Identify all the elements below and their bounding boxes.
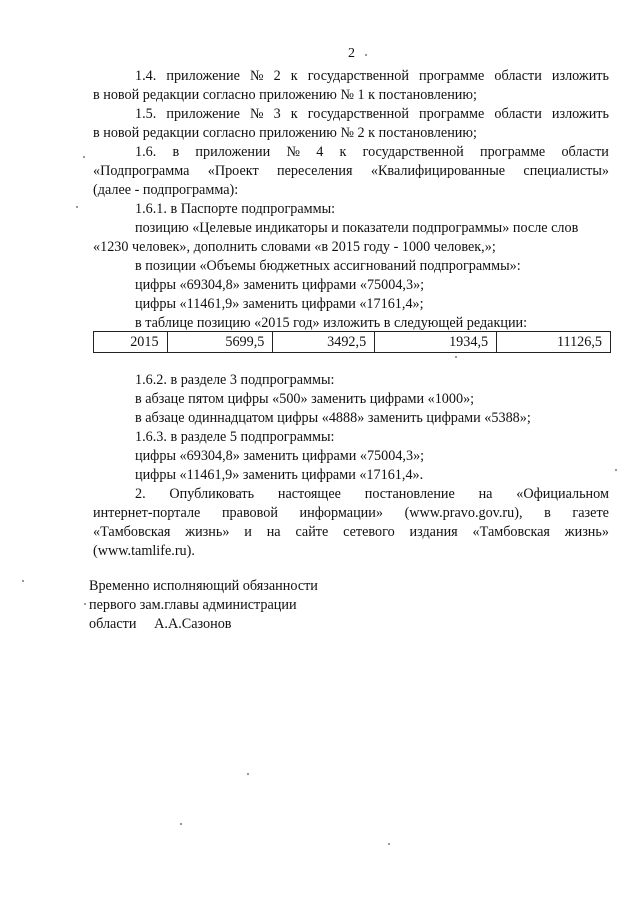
paragraph-1-6-2: 1.6.2. в разделе 3 подпрограммы: (135, 372, 335, 388)
section-5-line-1: цифры «69304,8» заменить цифрами «75004,3»; (135, 448, 425, 464)
year-2015-table (93, 331, 611, 353)
budget-allocations-line: в позиции «Объемы бюджетных ассигнований подпрограммы»: (135, 258, 521, 274)
table-cell: 5699,5 (167, 332, 273, 353)
paragraph-1-5-line-1: 1.5. приложение № 3 к государственной программе области изложить (135, 106, 609, 122)
paragraph-1-6-3: 1.6.3. в разделе 5 подпрограммы: (135, 429, 335, 445)
section-5-line-2: цифры «11461,9» заменить цифрами «17161,4». (135, 467, 424, 483)
scan-speck (388, 843, 390, 845)
scan-speck (180, 823, 182, 825)
page-number: 2 (348, 46, 355, 61)
paragraph-1-6-line-3: (далее - подпрограмма): (93, 182, 239, 198)
paragraph-1-6-line-1: 1.6. в приложении № 4 к государственной программе области (135, 144, 609, 160)
indicators-line-2: «1230 человек», дополнить словами «в 2015 году - 1000 человек,»; (93, 239, 496, 255)
table-cell-year: 2015 (94, 332, 168, 353)
scan-speck (84, 603, 86, 605)
signature-name-line: области А.А.Сазонов (89, 616, 232, 632)
paragraph-2-line-4: (www.tamlife.ru). (93, 543, 195, 559)
paragraph-1-6-1: 1.6.1. в Паспорте подпрограммы: (135, 201, 336, 217)
scan-speck (22, 580, 24, 582)
paragraph-1-5-line-2: в новой редакции согласно приложению № 2 к постановлению; (93, 125, 477, 141)
table-cell: 1934,5 (375, 332, 497, 353)
paragraph-1-4-line-2: в новой редакции согласно приложению № 1 к постановлению; (93, 87, 477, 103)
paragraph-1-6-line-2: «Подпрограмма «Проект переселения «Квалифицированные специалисты» (93, 163, 609, 179)
scan-speck (615, 469, 617, 471)
table-row (94, 332, 611, 353)
scan-speck (365, 54, 367, 56)
paragraph-1-4-line-1: 1.4. приложение № 2 к государственной программе области изложить (135, 68, 609, 84)
scan-speck (247, 773, 249, 775)
indicators-line-1: позицию «Целевые индикаторы и показатели подпрограммы» после слов (135, 220, 579, 236)
paragraph-2-line-3: «Тамбовская жизнь» и на сайте сетевого издания «Тамбовская жизнь» (93, 524, 609, 540)
signature-title-line-1: Временно исполняющий обязанности (89, 578, 318, 594)
section-3-line-2: в абзаце одиннадцатом цифры «4888» заменить цифрами «5388»; (135, 410, 531, 426)
section-3-line-1: в абзаце пятом цифры «500» заменить цифрами «1000»; (135, 391, 475, 407)
signature-title-line-2: первого зам.главы администрации (89, 597, 297, 613)
paragraph-2-line-2: интернет-портале правовой информации» (www.pravo.gov.ru), в газете (93, 505, 609, 521)
paragraph-2-line-1: 2. Опубликовать настоящее постановление на «Официальном (135, 486, 609, 502)
table-intro-line: в таблице позицию «2015 год» изложить в следующей редакции: (135, 315, 528, 331)
figures-replace-line-1: цифры «69304,8» заменить цифрами «75004,3»; (135, 277, 425, 293)
scan-speck (455, 356, 457, 358)
table-cell: 11126,5 (497, 332, 611, 353)
scan-speck (83, 156, 85, 158)
table-cell: 3492,5 (273, 332, 375, 353)
figures-replace-line-2: цифры «11461,9» заменить цифрами «17161,4»; (135, 296, 424, 312)
scan-speck (76, 206, 78, 208)
